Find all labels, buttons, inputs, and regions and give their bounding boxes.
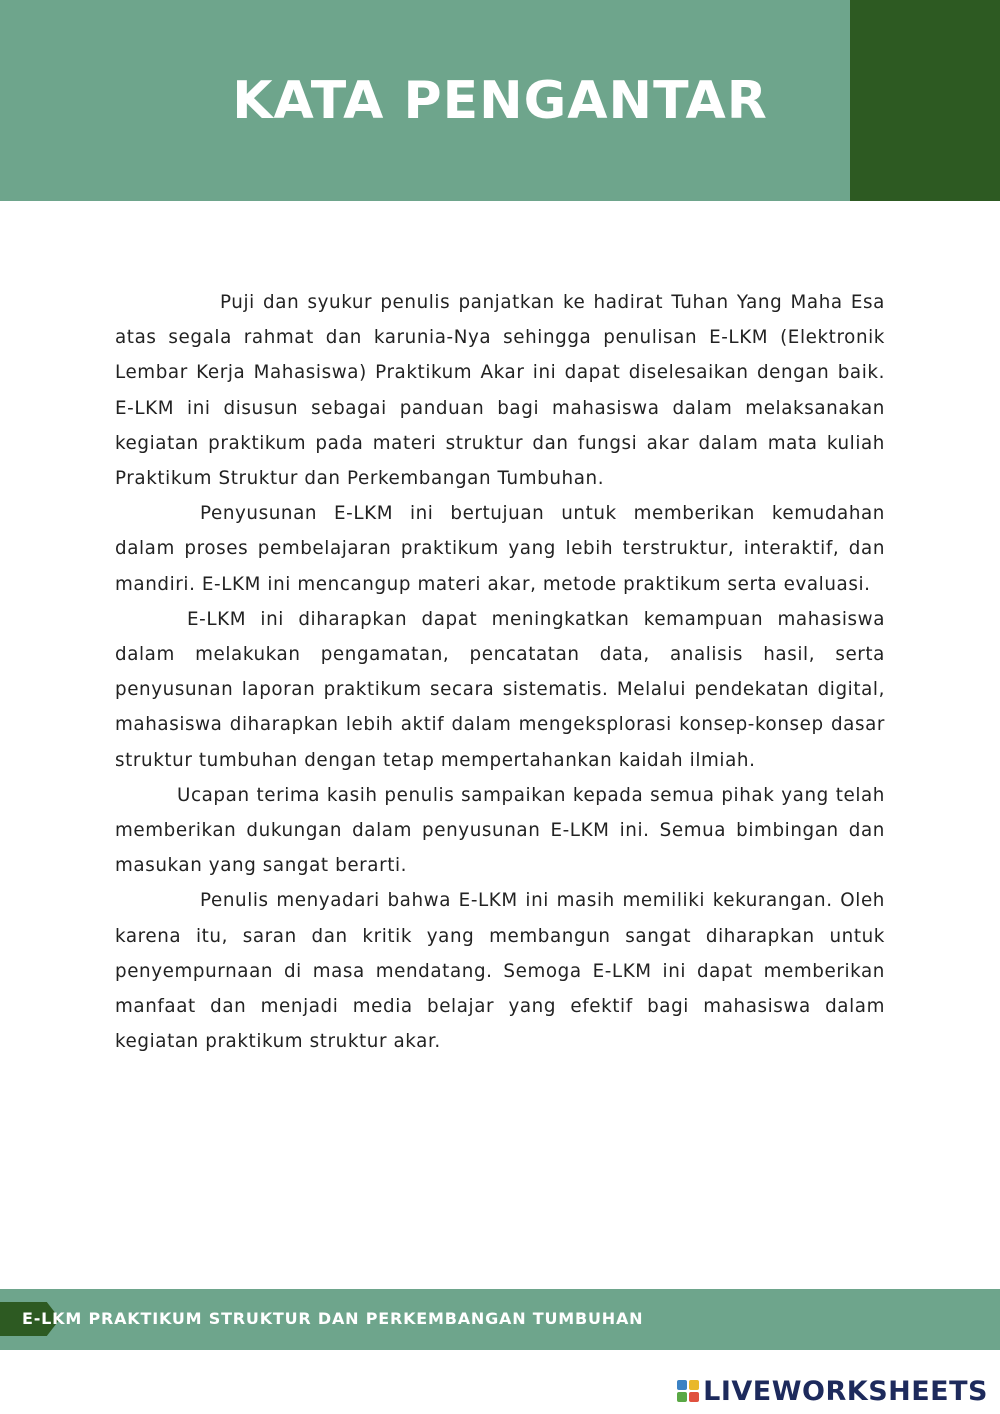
- body-text: [115, 285, 885, 1059]
- brand-name: LIVEWORKSHEETS: [703, 1375, 988, 1407]
- footer-title: E-LKM PRAKTIKUM STRUKTUR DAN PERKEMBANGAN TUMBUHAN: [22, 1309, 644, 1328]
- paragraph: Penyusunan E-LKM ini bertujuan untuk memberikan kemudahan dalam proses pembelajaran praktikum yang lebih terstruktur, interaktif, dan mandiri. E-LKM ini mencangup materi akar, metode praktikum serta evaluasi.: [115, 503, 885, 595]
- paragraph: Ucapan terima kasih penulis sampaikan kepada semua pihak yang telah memberikan dukungan dalam penyusunan E-LKM ini. Semua bimbingan dan masukan yang sangat berarti.: [115, 784, 885, 877]
- paragraph: Puji dan syukur penulis panjatkan ke hadirat Tuhan Yang Maha Esa atas segala rahmat dan karunia-Nya sehingga penulisan E-LKM (Elektronik Lembar Kerja Mahasiswa) Praktikum Akar ini dapat diselesaikan dengan baik. E-LKM ini disusun sebagai panduan bagi mahasiswa dalam melaksanakan kegiatan praktikum pada materi struktur dan fungsi akar dalam mata kuliah Praktikum Struktur dan Perkembangan Tumbuhan.: [115, 292, 885, 490]
- footer-bar: [0, 1289, 1000, 1350]
- header-banner: [0, 0, 1000, 201]
- paragraph: E-LKM ini diharapkan dapat meningkatkan kemampuan mahasiswa dalam melakukan pengamatan, pencatatan data, analisis hasil, serta penyusunan laporan praktikum secara sistematis. Melalui pendekatan digital, mahasiswa diharapkan lebih aktif dalam mengeksplorasi konsep-konsep dasar struktur tumbuhan dengan tetap mempertahankan kaidah ilmiah.: [115, 608, 885, 771]
- liveworksheets-logo-icon: [677, 1380, 699, 1402]
- page-title: KATA PENGANTAR: [232, 71, 768, 131]
- paragraph: Penulis menyadari bahwa E-LKM ini masih memiliki kekurangan. Oleh karena itu, saran dan kritik yang membangun sangat diharapkan untuk penyempurnaan di masa mendatang. Semoga E-LKM ini dapat memberikan manfaat dan menjadi media belajar yang efektif bagi mahasiswa dalam kegiatan praktikum struktur akar.: [115, 890, 885, 1053]
- liveworksheets-watermark: [677, 1371, 988, 1411]
